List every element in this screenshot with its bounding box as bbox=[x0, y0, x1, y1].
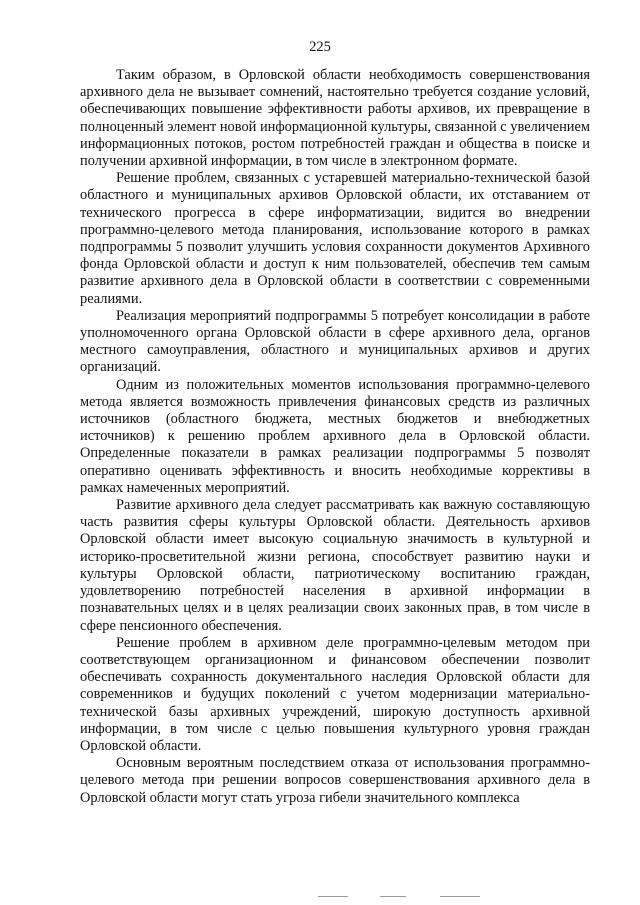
paragraph: Одним из положительных моментов использования программно-целевого метода является возможность привлечения финансовых средств из различных источников (областного бюджета, местных бюджетов и внебюджетных источников) к решению проблем архивного дела в Орловской области. Определенные показатели в рамках реализации подпрограммы 5 позволят оперативно оценивать эффективность и вносить необходимые коррективы в рамках намеченных мероприятий. bbox=[80, 376, 590, 496]
paragraph: Основным вероятным последствием отказа от использования программно-целевого метода при решении вопросов совершенствования архивного дела в Орловской области могут стать угроза гибели значительного комплекса bbox=[80, 755, 590, 806]
paragraph: Реализация мероприятий подпрограммы 5 потребует консолидации в работе уполномоченного органа Орловской области в сфере архивного дела, органов местного самоуправления, областного и муниципальных архивов и других организаций. bbox=[80, 307, 590, 376]
body-text bbox=[80, 67, 590, 807]
scan-mark bbox=[380, 896, 406, 897]
paragraph: Развитие архивного дела следует рассматривать как важную составляющую часть развития сферы культуры Орловской области. Деятельность архивов Орловской области имеет высокую социальную значимость в культурной и историко-просветительной жизни региона, способствует развитию науки и культуры Орловской области, патриотическому воспитанию граждан, удовлетворению потребностей населения в архивной информации в познавательных целях и в целях реализации своих законных прав, в том числе в сфере пенсионного обеспечения. bbox=[80, 497, 590, 634]
scan-mark bbox=[318, 896, 348, 897]
scan-mark bbox=[440, 896, 480, 897]
paragraph: Таким образом, в Орловской области необходимость совершенствования архивного дела не вызывает сомнений, настоятельно требуется создание условий, обеспечивающих повышение эффективности работы архивов, их превращение в полноценный элемент новой информационной культуры, связанной с увеличением информационных потоков, ростом потребностей граждан и общества в поиске и получении архивной информации, в том числе в электронном формате. bbox=[80, 67, 590, 170]
paragraph: Решение проблем в архивном деле программно-целевым методом при соответствующем организационном и финансовом обеспечении позволит обеспечивать сохранность документального наследия Орловской области для современников и будущих поколений с учетом модернизации материально-технической базы архивных учреждений, широкую доступность архивной информации, в том числе с целью повышения культурного уровня граждан Орловской области. bbox=[80, 634, 590, 754]
page-number: 225 bbox=[309, 39, 331, 55]
paragraph: Решение проблем, связанных с устаревшей материально-технической базой областного и муниципальных архивов Орловской области, их отставанием от технического прогресса в сфере информатизации, видится во внедрении программно-целевого метода планирования, использование которого в рамках подпрограммы 5 позволит улучшить условия сохранности документов Архивного фонда Орловской области и доступ к ним пользователей, обеспечив тем самым развитие архивного дела в Орловской области в соответствии с современными реалиями. bbox=[80, 170, 590, 307]
scan-artifact-marks bbox=[0, 896, 640, 900]
